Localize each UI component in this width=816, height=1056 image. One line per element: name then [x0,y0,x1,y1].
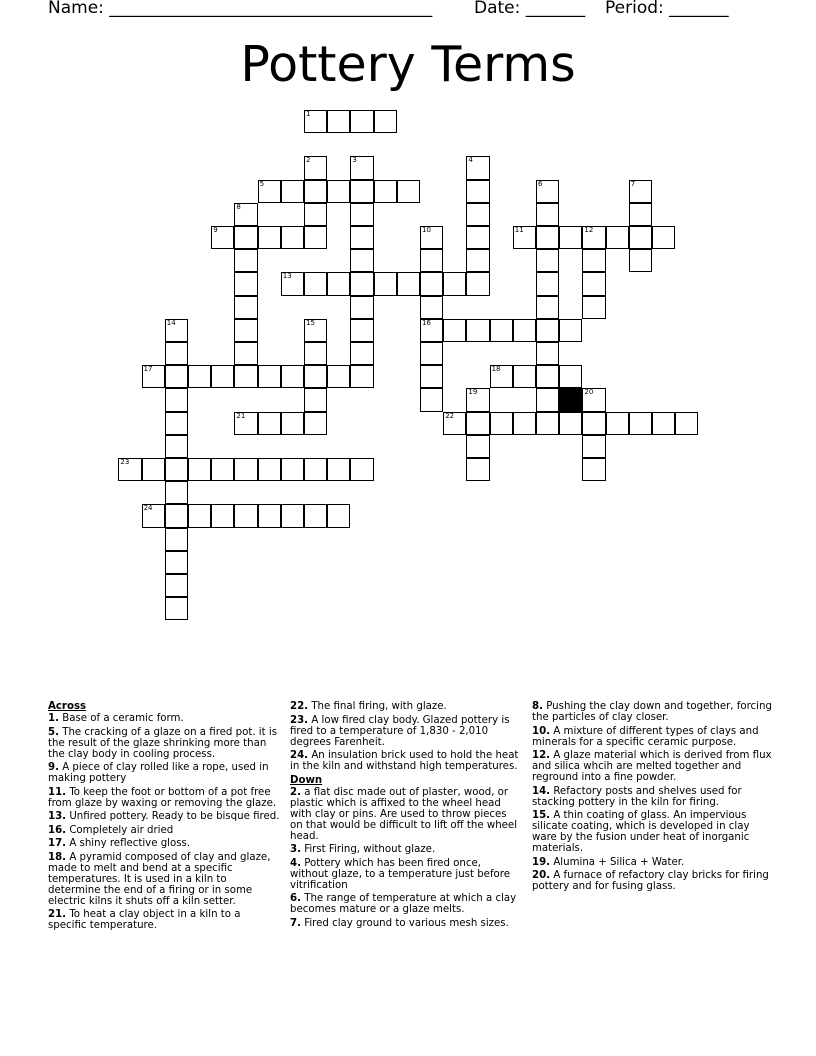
grid-cell[interactable] [211,458,234,481]
grid-cell[interactable] [536,296,559,319]
grid-cell[interactable] [536,180,559,203]
clue-text: To heat a clay object in a kiln to a specific temperature. [48,909,241,931]
grid-cell[interactable] [142,458,165,481]
grid-cell[interactable] [142,365,165,388]
grid-cell[interactable] [118,458,141,481]
grid-cell[interactable] [443,319,466,342]
grid-cell[interactable] [188,458,211,481]
grid-cell[interactable] [536,249,559,272]
grid-cell[interactable] [304,203,327,226]
grid-cell[interactable] [466,156,489,179]
grid-cell[interactable] [165,365,188,388]
clue-number: 21. [48,909,67,920]
cell-number: 24 [143,504,153,513]
across-clue [290,701,520,712]
clue-number: 20. [532,870,551,881]
clue-number: 7. [290,917,301,929]
across-heading: Across [48,701,87,712]
clue-number: 15. [532,810,551,821]
grid-cell[interactable] [513,226,536,249]
grid-cell[interactable] [420,319,443,342]
grid-cell[interactable] [629,249,652,272]
clue-text: Completely air dried [69,824,174,836]
clue-text: An insulation brick used to hold the heat in the kiln and withstand high temperatures. [290,750,519,772]
down-clue [532,870,772,892]
grid-cell[interactable] [629,180,652,203]
grid-cell[interactable] [281,272,304,295]
grid-cell[interactable] [420,226,443,249]
grid-cell[interactable] [281,226,304,249]
grid-cell[interactable] [559,365,582,388]
grid-cell[interactable] [374,110,397,133]
clue-number: 14. [532,785,551,797]
grid-cell[interactable] [536,365,559,388]
across-clue [48,713,280,724]
clue-number: 12. [532,750,551,761]
grid-cell[interactable] [327,458,350,481]
grid-cell[interactable] [304,342,327,365]
grid-cell[interactable] [536,412,559,435]
grid-cell[interactable] [466,412,489,435]
grid-cell[interactable] [490,412,513,435]
grid-cell[interactable] [281,180,304,203]
across-clue [48,852,280,907]
across-clue [48,811,280,822]
grid-cell[interactable] [466,319,489,342]
grid-cell[interactable] [234,249,257,272]
cell-number: 21 [236,411,246,420]
clue-number: 4. [290,857,301,869]
clue-number: 5. [48,726,59,738]
cell-number: 16 [422,318,431,327]
down-clue [290,787,520,842]
grid-cell[interactable] [350,296,373,319]
grid-cell[interactable] [466,226,489,249]
grid-cell[interactable] [188,504,211,527]
date-field[interactable]: Date: _______ [474,0,586,18]
grid-cell[interactable] [281,458,304,481]
grid-cell[interactable] [304,458,327,481]
grid-cell[interactable] [443,412,466,435]
down-clue [290,844,520,855]
down-clue [290,893,520,915]
grid-cell[interactable] [466,458,489,481]
grid-cell[interactable] [234,365,257,388]
grid-cell[interactable] [397,272,420,295]
grid-cell[interactable] [536,319,559,342]
across-clue [48,909,280,931]
cell-number: 14 [166,318,176,327]
grid-cell[interactable] [211,504,234,527]
grid-cell[interactable] [165,412,188,435]
grid-cell[interactable] [420,249,443,272]
clue-number: 3. [290,844,301,855]
grid-cell[interactable] [466,272,489,295]
grid-cell[interactable] [234,412,257,435]
clue-number: 16. [48,824,67,836]
grid-cell[interactable] [420,342,443,365]
grid-cell[interactable] [582,412,605,435]
clue-text: A furnace of refactory clay bricks for firing pottery and for fusing glass. [532,870,769,892]
grid-cell[interactable] [165,551,188,574]
grid-cell[interactable] [466,203,489,226]
grid-cell[interactable] [165,481,188,504]
grid-cell[interactable] [165,319,188,342]
clue-number: 8. [532,701,543,712]
cell-number: 22 [445,411,455,420]
grid-cell[interactable] [350,203,373,226]
grid-cell[interactable] [629,412,652,435]
clues-section [48,701,778,961]
grid-cell[interactable] [258,180,281,203]
clue-number: 2. [290,786,301,798]
clue-text: The cracking of a glaze on a fired pot. it is the result of the glaze shrinking more than the clay body in cooling process. [48,726,277,760]
grid-cell[interactable] [258,226,281,249]
cell-number: 8 [236,202,241,211]
across-clue [48,787,280,809]
grid-cell[interactable] [234,203,257,226]
grid-cell[interactable] [350,272,373,295]
clue-text: To keep the foot or bottom of a pot free from glaze by waxing or removing the glaze. [48,786,277,809]
grid-cell[interactable] [606,412,629,435]
across-clue [48,838,280,849]
grid-cell[interactable] [304,272,327,295]
across-clue [48,825,280,836]
clue-number: 10. [532,725,551,737]
clue-text: Base of a ceramic form. [62,713,184,724]
down-heading: Down [290,774,323,786]
grid-cell[interactable] [443,272,466,295]
grid-cell[interactable] [513,412,536,435]
cell-number: 2 [306,156,311,165]
grid-cell[interactable] [466,435,489,458]
grid-cell[interactable] [234,296,257,319]
cell-number: 6 [538,179,543,188]
grid-cell[interactable] [466,388,489,411]
name-field[interactable]: Name: ______________________________________ [48,0,433,18]
grid-cell[interactable] [327,365,350,388]
grid-cell[interactable] [350,319,373,342]
down-clue [290,918,520,929]
grid-cell[interactable] [165,458,188,481]
cell-number: 13 [282,272,292,281]
grid-cell[interactable] [420,388,443,411]
grid-cell[interactable] [350,342,373,365]
cell-number: 17 [143,365,153,374]
clue-text: First Firing, without glaze. [304,844,436,855]
grid-cell[interactable] [582,458,605,481]
across-clue [48,762,280,784]
grid-cell[interactable] [490,319,513,342]
across-clue [48,727,280,760]
grid-cell[interactable] [165,388,188,411]
grid-cell[interactable] [374,180,397,203]
grid-cell[interactable] [536,226,559,249]
grid-cell[interactable] [327,272,350,295]
grid-cell[interactable] [211,226,234,249]
grid-cell[interactable] [350,226,373,249]
grid-cell[interactable] [350,110,373,133]
black-cell [559,388,582,411]
grid-cell[interactable] [165,504,188,527]
grid-cell[interactable] [304,180,327,203]
grid-cell[interactable] [582,296,605,319]
grid-cell[interactable] [304,504,327,527]
grid-cell[interactable] [304,365,327,388]
grid-cell[interactable] [420,365,443,388]
clue-text: A glaze material which is derived from flux and silica whcih are melted together and reground into a fine powder. [532,750,772,783]
clue-number: 22. [290,701,309,712]
grid-cell[interactable] [304,319,327,342]
clue-number: 17. [48,838,67,849]
clue-text: A mixture of different types of clays and minerals for a specific ceramic purpose. [532,725,759,748]
down-clue [532,701,772,723]
down-clue [290,858,520,891]
clue-text: a flat disc made out of plaster, wood, or plastic which is affixed to the wheel head with clay or pins. Are used to throw pieces on that would be difficult to lift off the wheel head. [290,786,518,842]
cell-number: 15 [306,318,315,327]
grid-cell[interactable] [350,156,373,179]
grid-cell[interactable] [374,272,397,295]
clue-text: A thin coating of glass. An impervious silicate coating, which is developed in clay ware by the fusion under heat of inorganic materials. [532,810,750,854]
grid-cell[interactable] [350,180,373,203]
grid-cell[interactable] [234,319,257,342]
grid-cell[interactable] [234,458,257,481]
grid-cell[interactable] [327,180,350,203]
grid-cell[interactable] [559,319,582,342]
grid-cell[interactable] [513,319,536,342]
grid-cell[interactable] [559,412,582,435]
clue-text: The range of temperature at which a clay becomes mature or a glaze melts. [290,893,517,915]
cell-number: 3 [352,156,357,165]
grid-cell[interactable] [258,365,281,388]
cell-number: 7 [630,179,636,188]
across-clue [290,715,520,748]
grid-cell[interactable] [281,412,304,435]
clue-text: The final firing, with glaze. [311,701,447,712]
grid-cell[interactable] [420,272,443,295]
grid-cell[interactable] [466,180,489,203]
clues-column-1 [48,701,280,934]
grid-cell[interactable] [536,203,559,226]
down-clue [532,857,772,868]
grid-cell[interactable] [304,412,327,435]
grid-cell[interactable] [466,249,489,272]
grid-cell[interactable] [258,504,281,527]
down-clue [532,786,772,808]
cell-number: 4 [468,156,473,165]
grid-cell[interactable] [327,504,350,527]
grid-cell[interactable] [304,388,327,411]
grid-cell[interactable] [304,226,327,249]
grid-cell[interactable] [304,156,327,179]
grid-cell[interactable] [350,249,373,272]
grid-cell[interactable] [629,226,652,249]
cell-number: 1 [306,110,311,118]
grid-cell[interactable] [536,388,559,411]
grid-cell[interactable] [211,365,234,388]
grid-cell[interactable] [327,110,350,133]
across-clue [290,750,520,772]
grid-cell[interactable] [165,574,188,597]
clue-text: A low fired clay body. Glazed pottery is fired to a temperature of 1,830 - 2,010 degrees Farenheit. [290,714,510,748]
cell-number: 12 [584,226,594,234]
grid-cell[interactable] [258,412,281,435]
clue-number: 19. [532,856,551,868]
clue-text: A pyramid composed of clay and glaze, made to melt and bend at a specific temperatures. It is used in a kiln to determine the end of a firing or in some electric kilns it shuts off a kiln setter. [48,851,271,907]
grid-cell[interactable] [652,226,675,249]
cell-number: 20 [584,388,594,397]
clue-number: 23. [290,714,309,726]
clue-number: 9. [48,762,59,773]
clue-number: 24. [290,750,309,761]
clue-text: Refactory posts and shelves used for stacking pottery in the kiln for firing. [532,785,742,808]
clue-text: Alumina + Silica + Water. [553,856,685,868]
grid-cell[interactable] [281,504,304,527]
grid-cell[interactable] [350,458,373,481]
cell-number: 19 [468,388,478,397]
grid-cell[interactable] [188,365,211,388]
period-field[interactable]: Period: _______ [605,0,729,18]
clue-text: A piece of clay rolled like a rope, used in making pottery [48,762,269,784]
grid-cell[interactable] [350,365,373,388]
down-clue [532,726,772,748]
grid-cell[interactable] [165,435,188,458]
grid-cell[interactable] [420,296,443,319]
clues-column-3 [532,701,772,895]
grid-cell[interactable] [258,458,281,481]
clue-number: 6. [290,893,301,904]
clue-number: 1. [48,713,59,724]
grid-cell[interactable] [582,226,605,249]
grid-cell[interactable] [513,365,536,388]
cell-number: 9 [213,226,218,234]
clue-number: 18. [48,851,67,863]
clue-number: 13. [48,811,67,822]
clue-text: Pottery which has been fired once, without glaze, to a temperature just before vitrification [290,857,511,891]
grid-cell[interactable] [304,110,327,133]
grid-cell[interactable] [234,226,257,249]
down-clue [532,810,772,854]
clue-number: 11. [48,786,67,798]
grid-cell[interactable] [652,412,675,435]
grid-cell[interactable] [234,342,257,365]
cell-number: 10 [422,226,431,234]
grid-cell[interactable] [490,365,513,388]
page-title: Pottery Terms [240,36,576,93]
grid-cell[interactable] [281,365,304,388]
clue-text: Unfired pottery. Ready to be bisque fired. [69,811,280,822]
grid-cell[interactable] [536,342,559,365]
down-clue [532,750,772,783]
grid-cell[interactable] [397,180,420,203]
cell-number: 5 [259,179,265,188]
grid-cell[interactable] [582,272,605,295]
grid-cell[interactable] [582,388,605,411]
grid-cell[interactable] [165,597,188,620]
grid-cell[interactable] [559,226,582,249]
grid-cell[interactable] [606,226,629,249]
grid-cell[interactable] [234,504,257,527]
grid-cell[interactable] [536,272,559,295]
grid-cell[interactable] [234,272,257,295]
cell-number: 11 [514,226,524,234]
grid-cell[interactable] [582,249,605,272]
clue-text: Fired clay ground to various mesh sizes. [304,917,509,929]
clues-column-2 [290,701,520,931]
grid-cell[interactable] [629,203,652,226]
grid-cell[interactable] [165,528,188,551]
clue-text: A shiny reflective gloss. [69,838,191,849]
grid-cell[interactable] [165,342,188,365]
cell-number: 23 [120,458,130,466]
grid-cell[interactable] [582,435,605,458]
grid-cell[interactable] [675,412,698,435]
cell-number: 18 [491,365,501,374]
clue-text: Pushing the clay down and together, forcing the particles of clay closer. [532,701,772,723]
grid-cell[interactable] [142,504,165,527]
